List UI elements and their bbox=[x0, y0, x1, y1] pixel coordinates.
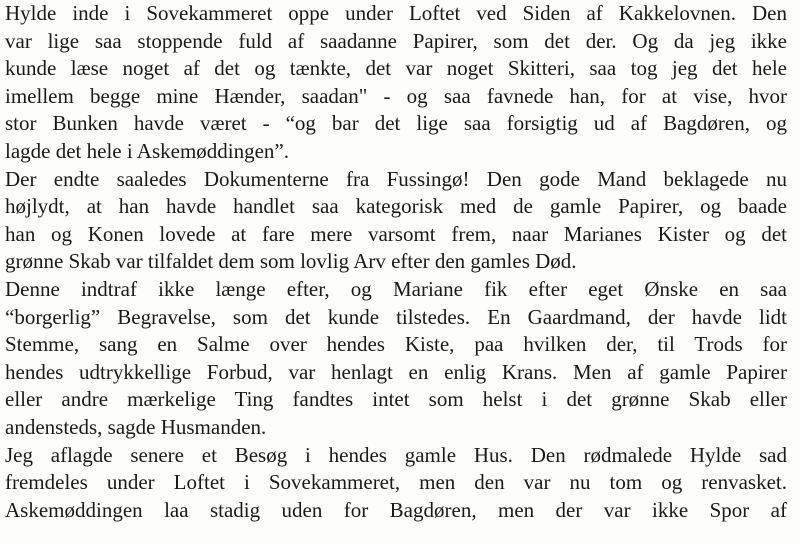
text-line: var lige saa stoppende fuld af saadanne Papirer, som det der. Og da jeg ikke bbox=[5, 28, 787, 53]
paragraph-4 bbox=[5, 442, 787, 525]
text-line: fremdeles under Loftet i Sovekammeret, men den var nu tom og renvasket. bbox=[5, 470, 787, 495]
text-line: Jeg aflagde senere et Besøg i hendes gamle Hus. Den rødmalede Hylde sad bbox=[5, 442, 787, 467]
text-line: imellem begge mine Hænder, saadan" - og saa favnede han, for at vise, hvor bbox=[5, 83, 787, 108]
text-line: andensteds, sagde Husmanden. bbox=[5, 414, 267, 439]
text-line: højlydt, at han havde handlet saa kategorisk med de gamle Papirer, og baade bbox=[5, 194, 787, 219]
text-line: Askemøddingen laa stadig uden for Bagdøren, men der var ikke Spor af bbox=[5, 497, 787, 522]
text-line: kunde læse noget af det og tænkte, det var noget Skitteri, saa tog jeg det hele bbox=[5, 56, 787, 81]
document-text bbox=[5, 0, 787, 524]
text-line: han og Konen lovede at fare mere varsomt frem, naar Marianes Kister og det bbox=[5, 221, 787, 246]
text-line: grønne Skab var tilfaldet dem som lovlig Arv efter den gamles Død. bbox=[5, 249, 577, 274]
paragraph-2 bbox=[5, 166, 787, 276]
paragraph-1 bbox=[5, 0, 787, 166]
text-line: “borgerlig” Begravelse, som det kunde tilstedes. En Gaardmand, der havde lidt bbox=[5, 304, 787, 329]
text-line: eller andre mærkelige Ting fandtes intet som helst i det grønne Skab eller bbox=[5, 387, 787, 412]
text-line: Der endte saaledes Dokumenterne fra Fussingø! Den gode Mand beklagede nu bbox=[5, 166, 787, 191]
paragraph-3 bbox=[5, 276, 787, 442]
text-line: lagde det hele i Askemøddingen”. bbox=[5, 138, 290, 163]
text-line: stor Bunken havde været - “og bar det lige saa forsigtig ud af Bagdøren, og bbox=[5, 111, 787, 136]
text-line: Hylde inde i Sovekammeret oppe under Loftet ved Siden af Kakkelovnen. Den bbox=[5, 1, 787, 25]
text-line: hendes udtrykkellige Forbud, var henlagt en enlig Krans. Men af gamle Papirer bbox=[5, 359, 787, 384]
text-line: Stemme, sang en Salme over hendes Kiste, paa hvilken der, til Trods for bbox=[5, 332, 787, 357]
text-line: Denne indtraf ikke længe efter, og Mariane fik efter eget Ønske en saa bbox=[5, 276, 787, 301]
